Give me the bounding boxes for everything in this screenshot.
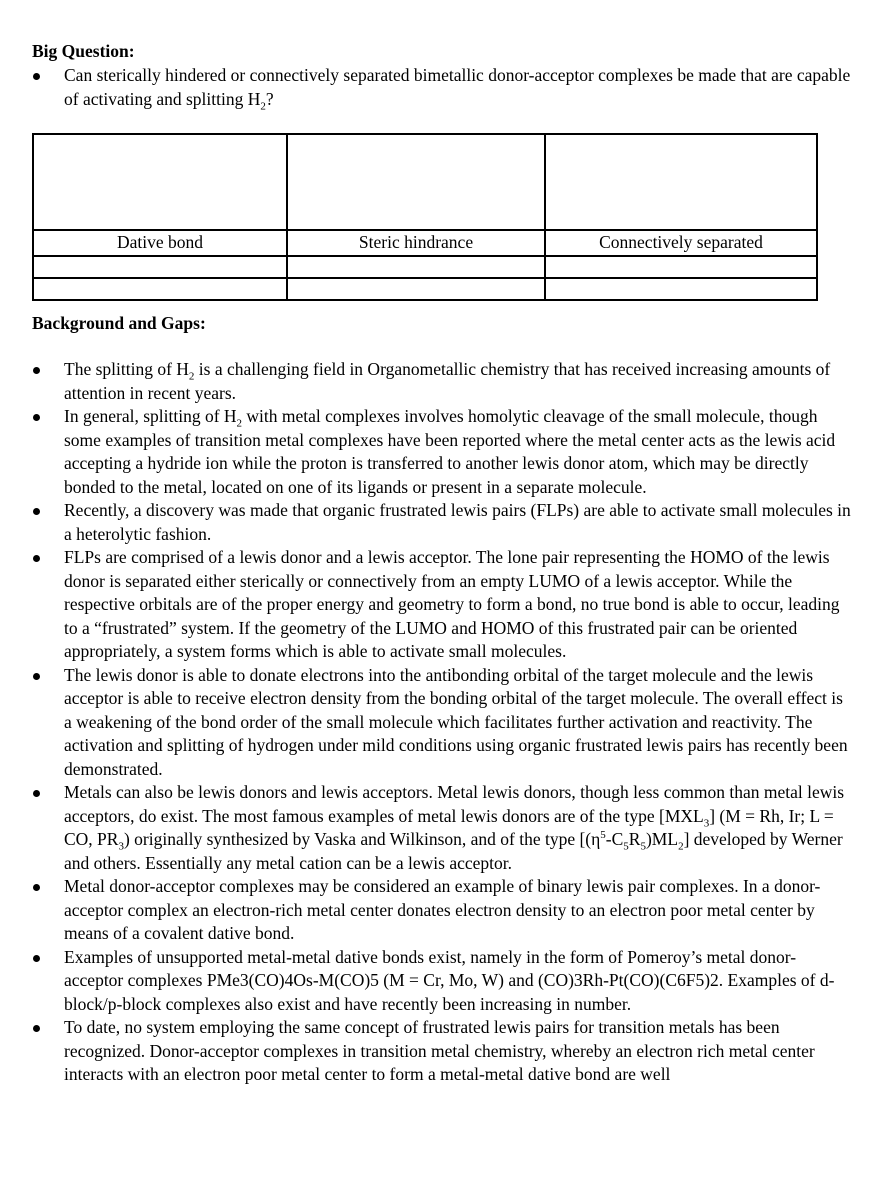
- bullet-text: In general, splitting of $H_2$ with metal complexes involves homolytic cleavage of the small molecule, though some examples of transition metal complexes have been reported where the metal center acts as the lewis acid accepting a hydride ion while the proton is transferred to another lewis donor atom, which may be directly bonded to the metal, located on one of its ligands or present in a separate molecule.: [64, 406, 836, 497]
- list-item: [0, 1016, 883, 1087]
- list-item: [0, 546, 883, 664]
- list-item: [0, 875, 883, 946]
- bullet-text: Examples of unsupported metal-metal dative bonds exist, namely in the form of Pomeroy’s metal donor-acceptor complexes PMe3(CO)4Os-M(CO)5 (M = Cr, Mo, W) and (CO)3Rh-Pt(CO)(C6F5)2. Examples of d-block/p-block complexes also exist and have recently been increasing in number.: [64, 946, 835, 1014]
- bullet-text: Can sterically hindered or connectively separated bimetallic donor-acceptor complexes be made that are capable of activating and splitting $H_2$?: [64, 65, 851, 112]
- bullet-text: To date, no system employing the same concept of frustrated lewis pairs for transition metals has been recognized. Donor-acceptor complexes in transition metal chemistry, whereby an electron rich metal center interacts with an electron poor metal center to form a metal-metal dative bond are well: [64, 1017, 815, 1084]
- table-cell: [545, 134, 817, 230]
- table-header-dative-bond: Dative bond: [33, 230, 287, 256]
- bullet-text: FLPs are comprised of a lewis donor and a lewis acceptor. The lone pair representing the HOMO of the lewis donor is separated either sterically or connectively from an empty LUMO of a lewis acceptor. While the respective orbitals are of the proper energy and geometry to form a bond, no true bond is able to occur, leading to a “frustrated” system. If the geometry of the LUMO and HOMO of this frustrated pair can be oriented appropriately, a system forms which is able to activate small molecules.: [64, 547, 840, 661]
- bullet-icon: [33, 1025, 40, 1032]
- list-item: [0, 781, 883, 875]
- table-row: [33, 134, 817, 230]
- bullet-icon: [33, 673, 40, 680]
- table-cell: [545, 278, 817, 300]
- table-cell: [33, 278, 287, 300]
- big-question-heading: Big Question:: [32, 41, 135, 61]
- table-row: [33, 278, 817, 300]
- list-item: [0, 499, 883, 546]
- bullet-text: The lewis donor is able to donate electrons into the antibonding orbital of the target molecule and the lewis acceptor is able to receive electron density from the bonding orbital of the target molecule. The overall effect is a weakening of the bond order of the small molecule which facilitates further activation and reactivity. The activation and splitting of hydrogen under mild conditions using organic frustrated lewis pairs has recently been demonstrated.: [64, 664, 848, 779]
- background-heading: Background and Gaps:: [32, 313, 206, 333]
- list-item: [0, 946, 883, 1017]
- bullet-icon: [33, 884, 40, 891]
- table-row: [33, 256, 817, 278]
- bullet-text: Metal donor-acceptor complexes may be considered an example of binary lewis pair complexes. In a donor-acceptor complex an electron-rich metal center donates electron density to an electron poor metal center by means of a covalent dative bond.: [64, 876, 821, 943]
- big-question-list: [0, 64, 883, 111]
- table-cell: [287, 278, 545, 300]
- bullet-icon: [33, 73, 40, 80]
- table-row: [33, 230, 817, 256]
- table-header-steric-hindrance: Steric hindrance: [287, 230, 545, 256]
- bullet-icon: [33, 367, 40, 374]
- list-item: [0, 664, 883, 782]
- table-cell: [33, 256, 287, 278]
- background-list: [0, 358, 883, 1087]
- list-item: [0, 405, 883, 499]
- bullet-icon: [33, 790, 40, 797]
- list-item: [0, 358, 883, 405]
- table-header-connectively-separated: Connectively separated: [545, 230, 817, 256]
- bullet-icon: [33, 555, 40, 562]
- table-cell: [287, 134, 545, 230]
- table-cell: [545, 256, 817, 278]
- bullet-text: Metals can also be lewis donors and lewis acceptors. Metal lewis donors, though less common than metal lewis acceptors, do exist. The most famous examples of metal lewis donors are of the type $[MXL_3] (M = Rh$, Ir; L = CO, $PR_3$) originally synthesized by Vaska and Wilkinson, and of the type $[(\eta^5-C_5R_5)ML_2]$ developed by Werner and others. Essentially any metal cation can be a lewis acceptor.: [64, 782, 845, 873]
- list-item: [0, 64, 883, 111]
- bullet-icon: [33, 508, 40, 515]
- comparison-table: [32, 133, 818, 301]
- table-cell: [33, 134, 287, 230]
- bullet-text: The splitting of $H_2$ is a challenging field in Organometallic chemistry that has received increasing amounts of attention in recent years.: [64, 359, 831, 403]
- table-cell: [287, 256, 545, 278]
- bullet-icon: [33, 955, 40, 962]
- bullet-text: Recently, a discovery was made that organic frustrated lewis pairs (FLPs) are able to activate small molecules in a heterolytic fashion.: [64, 500, 851, 544]
- bullet-icon: [33, 414, 40, 421]
